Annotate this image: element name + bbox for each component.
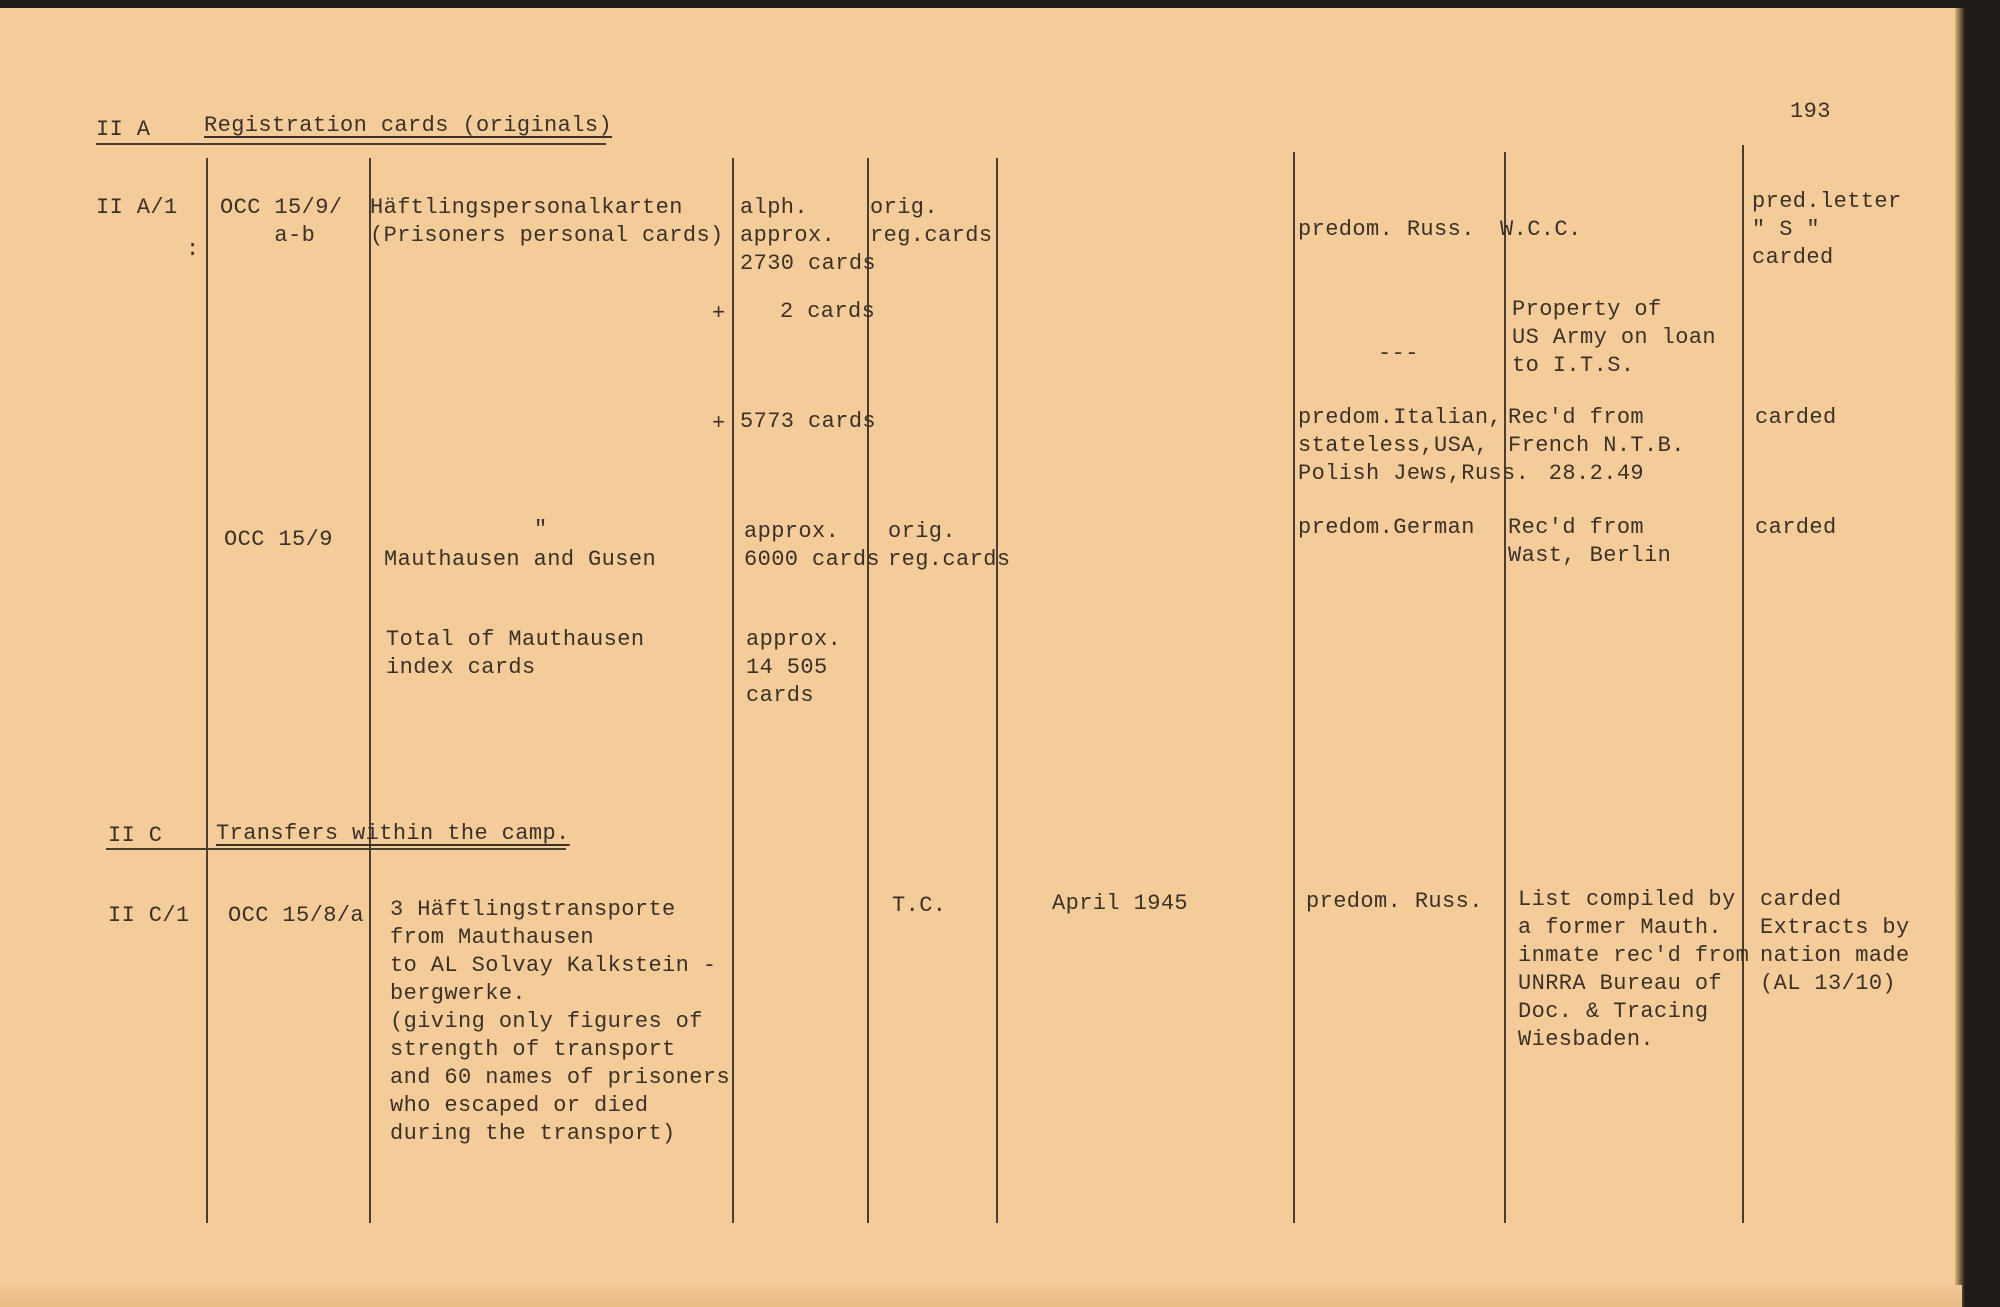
row-a1-colon: : [186,237,200,262]
row-c1-ref: II C/1 [108,903,190,928]
row-a1-nationality: predom. Russ. [1298,217,1475,242]
row-a2-source: Rec'd from Wast, Berlin [1508,515,1672,568]
row-c1-source: List compiled by a former Mauth. inmate rec'd from UNRRA Bureau of Doc. & Tracing Wiesbaden. [1518,887,1750,1052]
row-a1-plus-nationality-1: --- [1378,341,1419,366]
row-a1-plus-quantity-1: 2 cards [780,299,876,324]
column-rule-6 [1293,152,1295,1223]
section-c-code: II C [108,823,163,848]
column-rule-8 [1742,145,1744,1223]
row-c1-remarks: carded Extracts by nation made (AL 13/10) [1760,887,1910,996]
page-number: 193 [1790,99,1831,124]
page-bottom-shadow [0,1285,1962,1307]
column-rule-3 [732,158,734,1223]
row-a1-plus-nationality-2: predom.Italian, stateless,USA, Polish Jews,Russ. [1298,405,1530,486]
row-a2-nationality: predom.German [1298,515,1475,540]
column-rule-5 [996,158,998,1223]
row-a1-remarks: pred.letter " S " carded [1752,189,1902,270]
row-a2-file: OCC 15/9 [224,527,333,552]
section-a-rule [96,143,606,145]
column-rule-7 [1504,152,1506,1223]
row-a2-quantity: approx. 6000 cards [744,519,881,572]
total-quantity: approx. 14 505 cards [746,627,842,708]
row-a1-plus-sign-1: + [712,301,726,326]
row-a2-ditto-mark: " [534,517,548,542]
column-rule-2 [369,158,371,1223]
row-a1-ref: II A/1 [96,195,178,220]
section-a-title: Registration cards (originals) [204,113,613,138]
row-c1-date: April 1945 [1052,891,1189,916]
row-c1-file: OCC 15/8/a [228,903,365,928]
section-c-title: Transfers within the camp. [216,821,570,846]
row-a1-plus-sign-2: + [712,411,726,436]
column-rule-1 [206,158,208,1223]
row-a2-remarks: carded [1755,515,1837,540]
row-a1-file: OCC 15/9/ a-b [220,195,343,248]
row-c1-title: 3 Häftlingstransporte from Mauthausen to AL Solvay Kalkstein - bergwerke. (giving only figures of strength of transport and 60 names of prisoners who escaped or died during the transport) [390,897,731,1146]
row-a2-title: Mauthausen and Gusen [384,547,657,572]
row-a1-title: Häftlingspersonalkarten (Prisoners personal cards) [370,195,724,248]
row-a1-plus-remarks-2: carded [1755,405,1837,430]
row-a1-plus-source-2: Rec'd from French N.T.B. 28.2.49 [1508,405,1685,486]
row-c1-nationality: predom. Russ. [1306,889,1483,914]
section-c-rule [106,848,566,850]
row-a1-plus-source-1: Property of US Army on loan to I.T.S. [1512,297,1717,378]
section-a-code: II A [96,117,151,142]
row-a1-quantity: alph. approx. 2730 cards [740,195,877,276]
row-c1-record-type: T.C. [892,893,947,918]
row-a1-source: W.C.C. [1500,217,1582,242]
row-a1-plus-quantity-2: 5773 cards [740,409,877,434]
page-edge-shadow [1955,8,1965,1307]
row-a2-record-type: orig. reg.cards [888,519,1011,572]
row-a1-record-type: orig. reg.cards [870,195,993,248]
total-label: Total of Mauthausen index cards [386,627,645,680]
